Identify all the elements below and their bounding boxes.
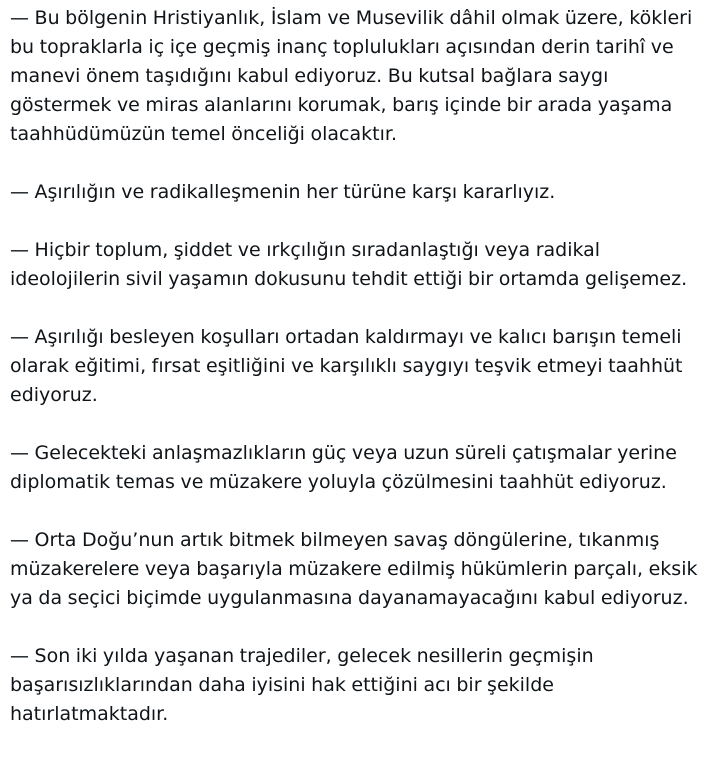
text-line: ideolojilerin sivil yaşamın dokusunu tehdit ettiği bir ortamda gelişemez.: [10, 268, 688, 290]
text-line: müzakerelere veya başarıyla müzakere edilmiş hükümlerin parçalı, eksik: [10, 558, 698, 580]
paragraph-diplomacy: [10, 439, 717, 497]
text-line: hatırlatmaktadır.: [10, 703, 169, 725]
text-line: bu topraklarla iç içe geçmiş inanç toplulukları açısından derin tarihî ve: [10, 36, 674, 58]
text-line: başarısızlıklarından daha iyisini hak ettiğini acı bir şekilde: [10, 674, 554, 696]
paragraph-heritage: [10, 4, 717, 149]
text-line: — Bu bölgenin Hristiyanlık, İslam ve Musevilik dâhil olmak üzere, kökleri: [10, 7, 693, 29]
paragraph-society: [10, 236, 717, 294]
text-line: — Gelecekteki anlaşmazlıkların güç veya uzun süreli çatışmalar yerine: [10, 442, 677, 464]
text-line: — Orta Doğu’nun artık bitmek bilmeyen savaş döngülerine, tıkanmış: [10, 529, 660, 551]
text-line: ediyoruz.: [10, 384, 98, 406]
text-line: olarak eğitimi, fırsat eşitliğini ve karşılıklı saygıyı teşvik etmeyi taahhüt: [10, 355, 683, 377]
text-line: manevi önem taşıdığını kabul ediyoruz. Bu kutsal bağlara saygı: [10, 65, 609, 87]
paragraph-education: [10, 323, 717, 410]
text-line: ya da seçici biçimde uygulanmasına dayanamayacağını kabul ediyoruz.: [10, 587, 689, 609]
text-line: taahhüdümüzün temel önceliği olacaktır.: [10, 123, 397, 145]
text-line: diplomatik temas ve müzakere yoluyla çözülmesini taahhüt ediyoruz.: [10, 471, 667, 493]
paragraph-extremism: [10, 178, 717, 207]
text-line: göstermek ve miras alanlarını korumak, barış içinde bir arada yaşama: [10, 94, 673, 116]
paragraph-tragedies: [10, 642, 717, 729]
text-line: — Aşırılığın ve radikalleşmenin her türüne karşı kararlıyız.: [10, 181, 556, 203]
text-line: — Hiçbir toplum, şiddet ve ırkçılığın sıradanlaştığı veya radikal: [10, 239, 601, 261]
paragraph-middle-east: [10, 526, 717, 613]
text-line: — Aşırılığı besleyen koşulları ortadan kaldırmayı ve kalıcı barışın temeli: [10, 326, 682, 348]
text-line: — Son iki yılda yaşanan trajediler, gelecek nesillerin geçmişin: [10, 645, 594, 667]
